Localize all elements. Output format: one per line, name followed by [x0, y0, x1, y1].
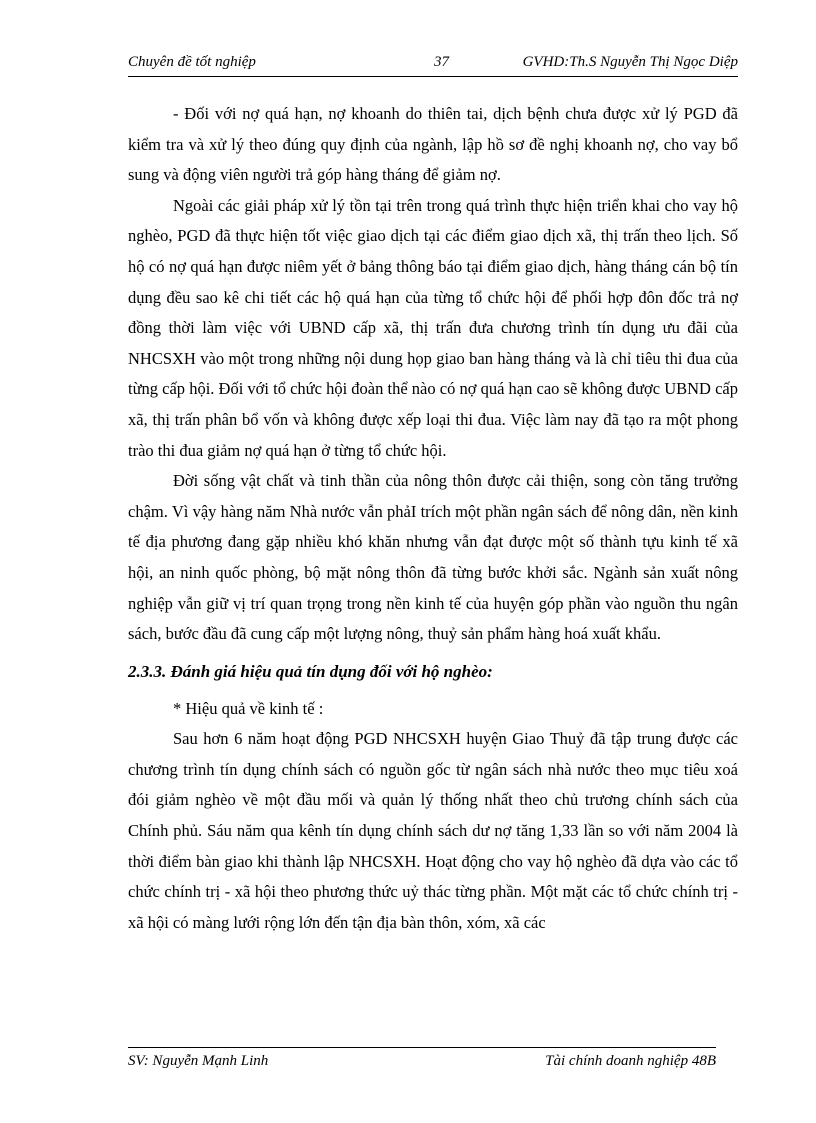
- header-page-number: 37: [434, 54, 449, 70]
- footer-divider: [128, 1047, 716, 1048]
- paragraph-rural-life: Đời sống vật chất và tinh thần của nông thôn được cải thiện, song còn tăng trưởng chậm. Vì vậy hàng năm Nhà nước vẫn phảI trích một phần ngân sách để nông dân, nền kinh tế địa phương đang gặp nhiều khó khăn nhưng vẫn đạt được một số thành tựu kinh tế xã hội, an ninh quốc phòng, bộ mặt nông thôn đã từng bước khởi sắc. Ngành sản xuất nông nghiệp vẫn giữ vị trí quan trọng trong nền kinh tế của huyện góp phần vào nguồn thu ngân sách, bước đầu đã cung cấp một lượng nông, thuỷ sản phẩm hàng hoá xuất khẩu.: [128, 471, 738, 644]
- paragraph-overdue-debt: - Đối với nợ quá hạn, nợ khoanh do thiên tai, dịch bệnh chưa được xử lý PGD đã kiểm tra và xử lý theo đúng quy định của ngành, lập hồ sơ đề nghị khoanh nợ, cho vay bổ sung và động viên người trả góp hàng tháng để giảm nợ.: [128, 104, 738, 185]
- footer-student: SV: Nguyễn Mạnh Linh: [128, 1053, 269, 1069]
- header-divider: [128, 76, 738, 77]
- paragraph-solutions: Ngoài các giải pháp xử lý tồn tại trên trong quá trình thực hiện triển khai cho vay hộ nghèo, PGD đã thực hiện tốt việc giao dịch tại các điểm giao dịch xã, thị trấn theo lịch. Số hộ có nợ quá hạn được niêm yết ở bảng thông báo tại điểm giao dịch, hàng tháng cán bộ tín dụng đều sao kê chi tiết các hộ quá hạn của từng tổ chức hội để phối hợp đôn đốc trả nợ đồng thời làm việc với UBND cấp xã, thị trấn đưa chương trình tín dụng ưu đãi của NHCSXH vào một trong những nội dung họp giao ban hàng tháng và là chỉ tiêu thi đua của từng cấp hội. Đối với tổ chức hội đoàn thể nào có nợ quá hạn cao sẽ không được UBND cấp xã, thị trấn phân bổ vốn và không được xếp loại thi đua. Việc làm nay đã tạo ra một phong trào thi đua giảm nợ quá hạn ở từng tổ chức hội.: [128, 195, 738, 460]
- page-footer: [128, 1053, 716, 1077]
- header-supervisor: GVHD:Th.S Nguyễn Thị Ngọc Diệp: [522, 54, 738, 70]
- section-heading: 2.3.3. Đánh giá hiệu quả tín dụng đối với hộ nghèo:: [128, 661, 493, 681]
- page-header: [128, 52, 738, 76]
- header-document-title: Chuyên đề tốt nghiệp: [128, 54, 256, 70]
- paragraph-six-years: Sau hơn 6 năm hoạt động PGD NHCSXH huyện Giao Thuỷ đã tập trung được các chương trình tín dụng chính sách có nguồn gốc từ ngân sách nhà nước theo mục tiêu xoá đói giảm nghèo về một đầu mối và quản lý thống nhất theo chủ trương chính sách của Chính phủ. Sáu năm qua kênh tín dụng chính sách dư nợ tăng 1,33 lần so với năm 2004 là thời điểm bàn giao khi thành lập NHCSXH. Hoạt động cho vay hộ nghèo đã dựa vào các tổ chức chính trị - xã hội theo phương thức uỷ thác từng phần. Một mặt các tổ chức chính trị - xã hội có màng lưới rộng lớn đến tận địa bàn thôn, xóm, xã các: [128, 729, 738, 932]
- document-body: [128, 99, 738, 938]
- footer-class: Tài chính doanh nghiệp 48B: [545, 1053, 716, 1069]
- paragraph-economic-effect-label: * Hiệu quả về kinh tế :: [173, 698, 324, 718]
